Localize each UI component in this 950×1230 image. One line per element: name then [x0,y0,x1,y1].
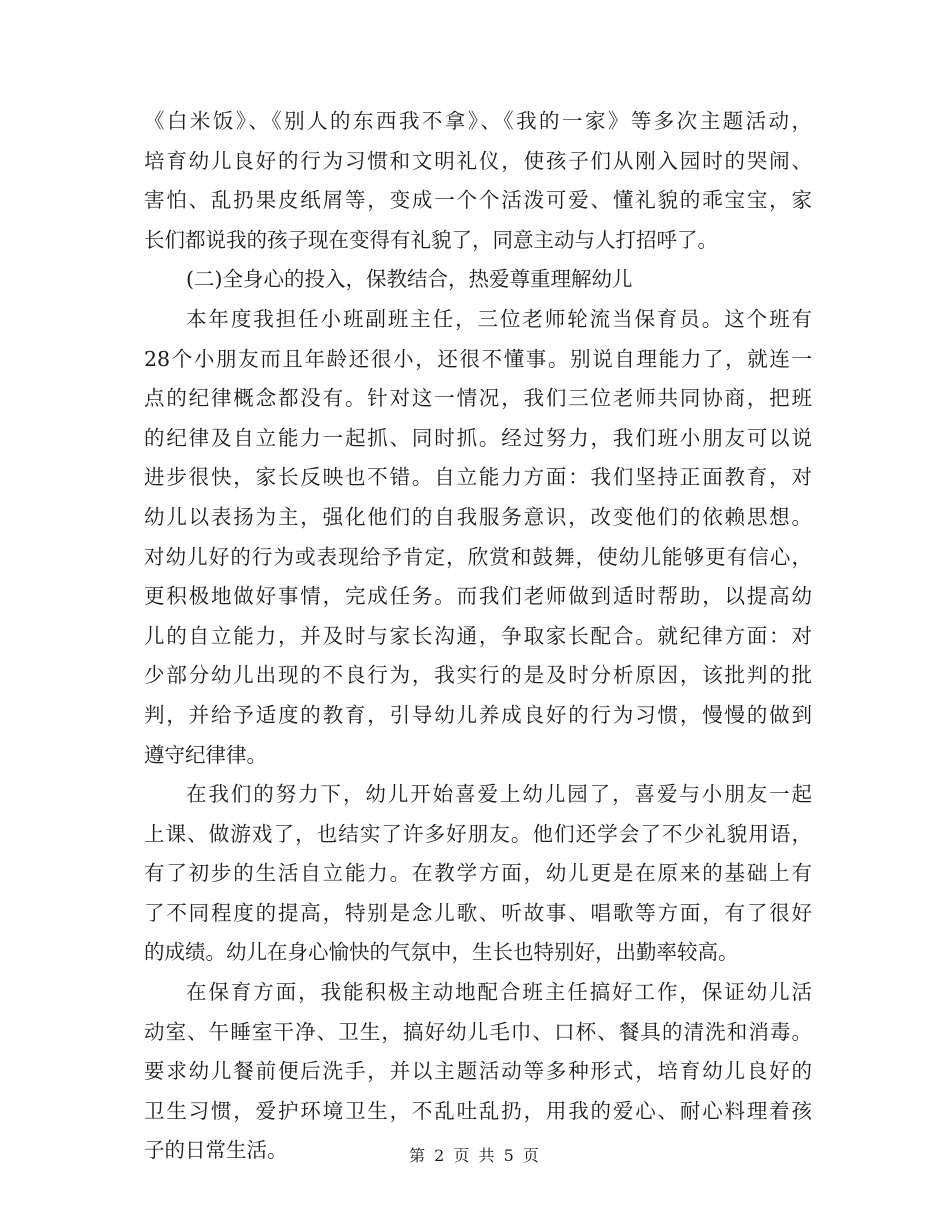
text-line: 的成绩。幼儿在身心愉快的气氛中，生长也特别好，出勤率较高。 [144,940,739,965]
text-line: 在我们的努力下，幼儿开始喜爱上幼儿园了，喜爱与小朋友一起 [186,782,812,807]
text-line: 本年度我担任小班副班主任，三位老师轮流当保育员。这个班有 [186,306,812,331]
text-line: 遵守纪律律。 [144,742,267,767]
text-line: 幼儿以表扬为主，强化他们的自我服务意识，改变他们的依赖思想。 [144,504,812,529]
body-text [144,102,812,1171]
text-line: 有了初步的生活自立能力。在教学方面，幼儿更是在原来的基础上有 [144,861,812,886]
text-line: 上课、做游戏了，也结实了许多好朋友。他们还学会了不少礼貌用语， [144,821,812,846]
text-line: (二)全身心的投入，保教结合，热爱尊重理解幼儿 [186,267,633,292]
text-line: 28个小朋友而且年龄还很小，还很不懂事。别说自理能力了，就连一 [144,346,812,371]
text-line: 了不同程度的提高，特别是念儿歌、听故事、唱歌等方面，有了很好 [144,900,812,925]
text-line: 儿的自立能力，并及时与家长沟通，争取家长配合。就纪律方面：对 [144,623,812,648]
text-line: 的纪律及自立能力一起抓、同时抓。经过努力，我们班小朋友可以说 [144,425,812,450]
text-line: 更积极地做好事情，完成任务。而我们老师做到适时帮助，以提高幼 [144,584,812,609]
text-line: 少部分幼儿出现的不良行为，我实行的是及时分析原因，该批判的批 [144,663,812,688]
text-line: 判，并给予适度的教育，引导幼儿养成良好的行为习惯，慢慢的做到 [144,702,812,727]
text-line: 长们都说我的孩子现在变得有礼貌了，同意主动与人打招呼了。 [144,227,718,252]
text-line: 《白米饭》、《别人的东西我不拿》、《我的一家》等多次主题活动， [144,109,812,133]
text-line: 对幼儿好的行为或表现给予肯定，欣赏和鼓舞，使幼儿能够更有信心， [144,544,812,569]
text-line: 子的日常生活。 [144,1138,288,1163]
text-line: 动室、午睡室干净、卫生，搞好幼儿毛巾、口杯、餐具的清洗和消毒。 [144,1019,812,1044]
page-footer: 第 2 页 共 5 页 [409,1146,541,1165]
text-line: 在保育方面，我能积极主动地配合班主任搞好工作，保证幼儿活 [186,980,812,1005]
text-line: 培育幼儿良好的行为习惯和文明礼仪，使孩子们从刚入园时的哭闹、 [144,148,812,173]
text-line: 进步很快，家长反映也不错。自立能力方面：我们坚持正面教育，对 [144,465,812,490]
text-line: 卫生习惯，爱护环境卫生，不乱吐乱扔，用我的爱心、耐心料理着孩 [144,1098,812,1123]
text-line: 点的纪律概念都没有。针对这一情况，我们三位老师共同协商，把班 [144,386,812,411]
text-line: 要求幼儿餐前便后洗手，并以主题活动等多种形式，培育幼儿良好的 [144,1059,812,1084]
text-line: 害怕、乱扔果皮纸屑等，变成一个个活泼可爱、懂礼貌的乖宝宝，家 [144,188,812,213]
